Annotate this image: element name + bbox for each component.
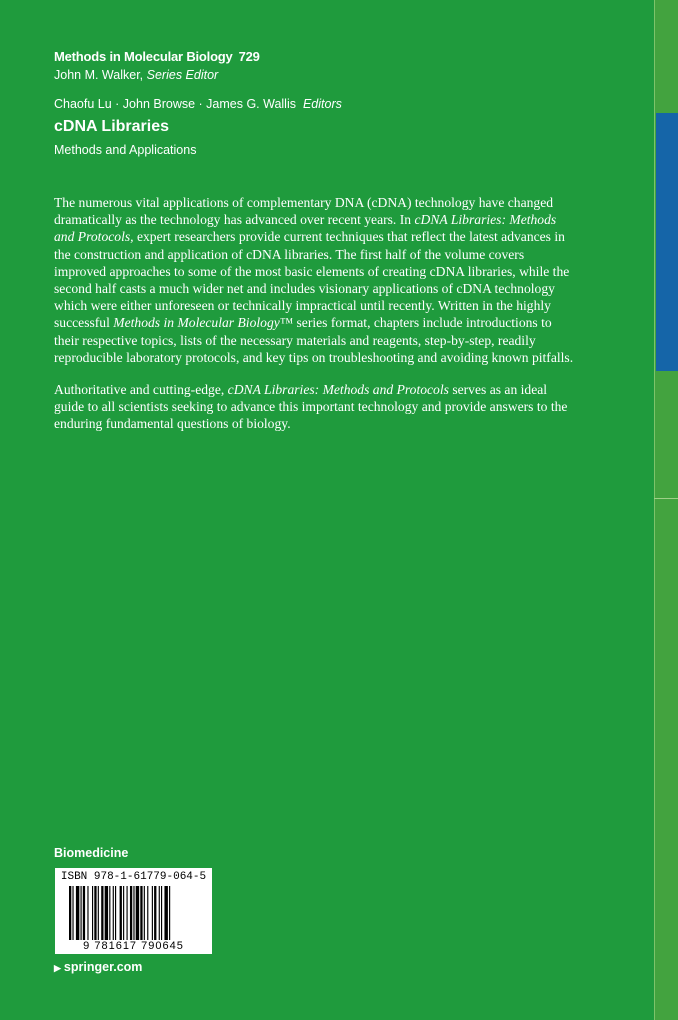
barcode-bar <box>140 886 142 940</box>
barcode-bar <box>98 886 99 940</box>
barcode-bar <box>87 886 88 940</box>
series-editor-name: John M. Walker, <box>54 68 144 82</box>
barcode-bar <box>101 886 103 940</box>
spine-blue-band <box>656 113 678 371</box>
description <box>54 194 579 448</box>
barcode-bar <box>81 886 82 940</box>
barcode-bar <box>164 886 167 940</box>
barcode-bar <box>72 886 73 940</box>
desc-p1-italic-series: Methods in Molecular Biology™ <box>113 315 294 331</box>
desc-p2-text-a: Authoritative and cutting-edge, <box>54 382 228 398</box>
barcode-bar <box>76 886 79 940</box>
editors-line <box>54 97 342 111</box>
publisher-website[interactable] <box>54 960 142 974</box>
barcode-bar <box>105 886 108 940</box>
desc-p2-italic-title: cDNA Libraries: Methods and Protocols <box>227 382 449 398</box>
barcode-bar <box>154 886 156 940</box>
barcode-bar <box>109 886 110 940</box>
barcode-bar <box>133 886 134 940</box>
barcode-bar <box>120 886 122 940</box>
barcode-bar <box>113 886 114 940</box>
barcode-bar <box>161 886 162 940</box>
barcode-bar <box>136 886 139 940</box>
barcode-bar <box>83 886 85 940</box>
description-paragraph-1 <box>54 194 579 366</box>
book-subtitle: Methods and Applications <box>54 143 197 157</box>
desc-p1-text-b: expert researchers provide current techniques that reflect the latest advances in the construction and application of cDNA libraries. The first half of the volume covers improved approaches to some of the most basic elements of creating cDNA libraries, while the second half casts a much wider net and includes visionary applications of cDNA technology which were either unforeseen or technically impractical until recently. Written in the highly successful <box>54 229 570 331</box>
editors-role: Editors <box>302 97 342 111</box>
isbn-barcode <box>55 868 212 954</box>
desc-p1-italic-title: cDNA Libraries: Methods and Protocols, <box>54 212 557 245</box>
desc-p1-text-a: The numerous vital applications of complementary DNA (cDNA) technology have changed dramatically as the technology has advanced over recent years. In <box>54 195 554 228</box>
subject-category: Biomedicine <box>54 846 129 860</box>
barcode-bar <box>159 886 160 940</box>
spine-divider-line <box>654 498 678 499</box>
barcode-bar <box>152 886 153 940</box>
isbn-label: ISBN 978-1-61779-064-5 <box>60 871 207 883</box>
series-editor-line <box>54 68 218 82</box>
barcode-digits: 9 781617 790645 <box>83 940 184 952</box>
barcode-bar <box>130 886 132 940</box>
series-editor-role: Series Editor <box>146 68 219 82</box>
desc-p1-text-c: series format, chapters include introductions to their respective topics, lists of the necessary materials and reagents, step-by-step, readily reproducible laboratory protocols, and key tips on troubleshooting and avoiding known pitfalls. <box>54 315 574 365</box>
description-paragraph-2 <box>54 381 579 433</box>
book-title: cDNA Libraries <box>54 118 169 135</box>
barcode-bars <box>69 886 199 940</box>
desc-p2-text-b: serves as an ideal guide to all scientists seeking to advance this important technology and provide answers to the enduring fundamental questions of biology. <box>54 382 568 432</box>
barcode-bar <box>127 886 128 940</box>
barcode-bar <box>115 886 116 940</box>
arrow-right-icon: ▶ <box>54 963 61 973</box>
website-label: springer.com <box>63 960 143 974</box>
series-number: 729 <box>238 49 260 64</box>
editor-names: Chaofu Lu · John Browse · James G. Wallis <box>54 97 296 111</box>
barcode-bar <box>147 886 148 940</box>
barcode-bar <box>123 886 124 940</box>
barcode-bar <box>92 886 93 940</box>
series-name: Methods in Molecular Biology <box>54 49 233 64</box>
barcode-bar <box>169 886 170 940</box>
series-line <box>54 49 260 64</box>
barcode-bar <box>69 886 71 940</box>
barcode-bar <box>144 886 145 940</box>
barcode-bar <box>94 886 96 940</box>
